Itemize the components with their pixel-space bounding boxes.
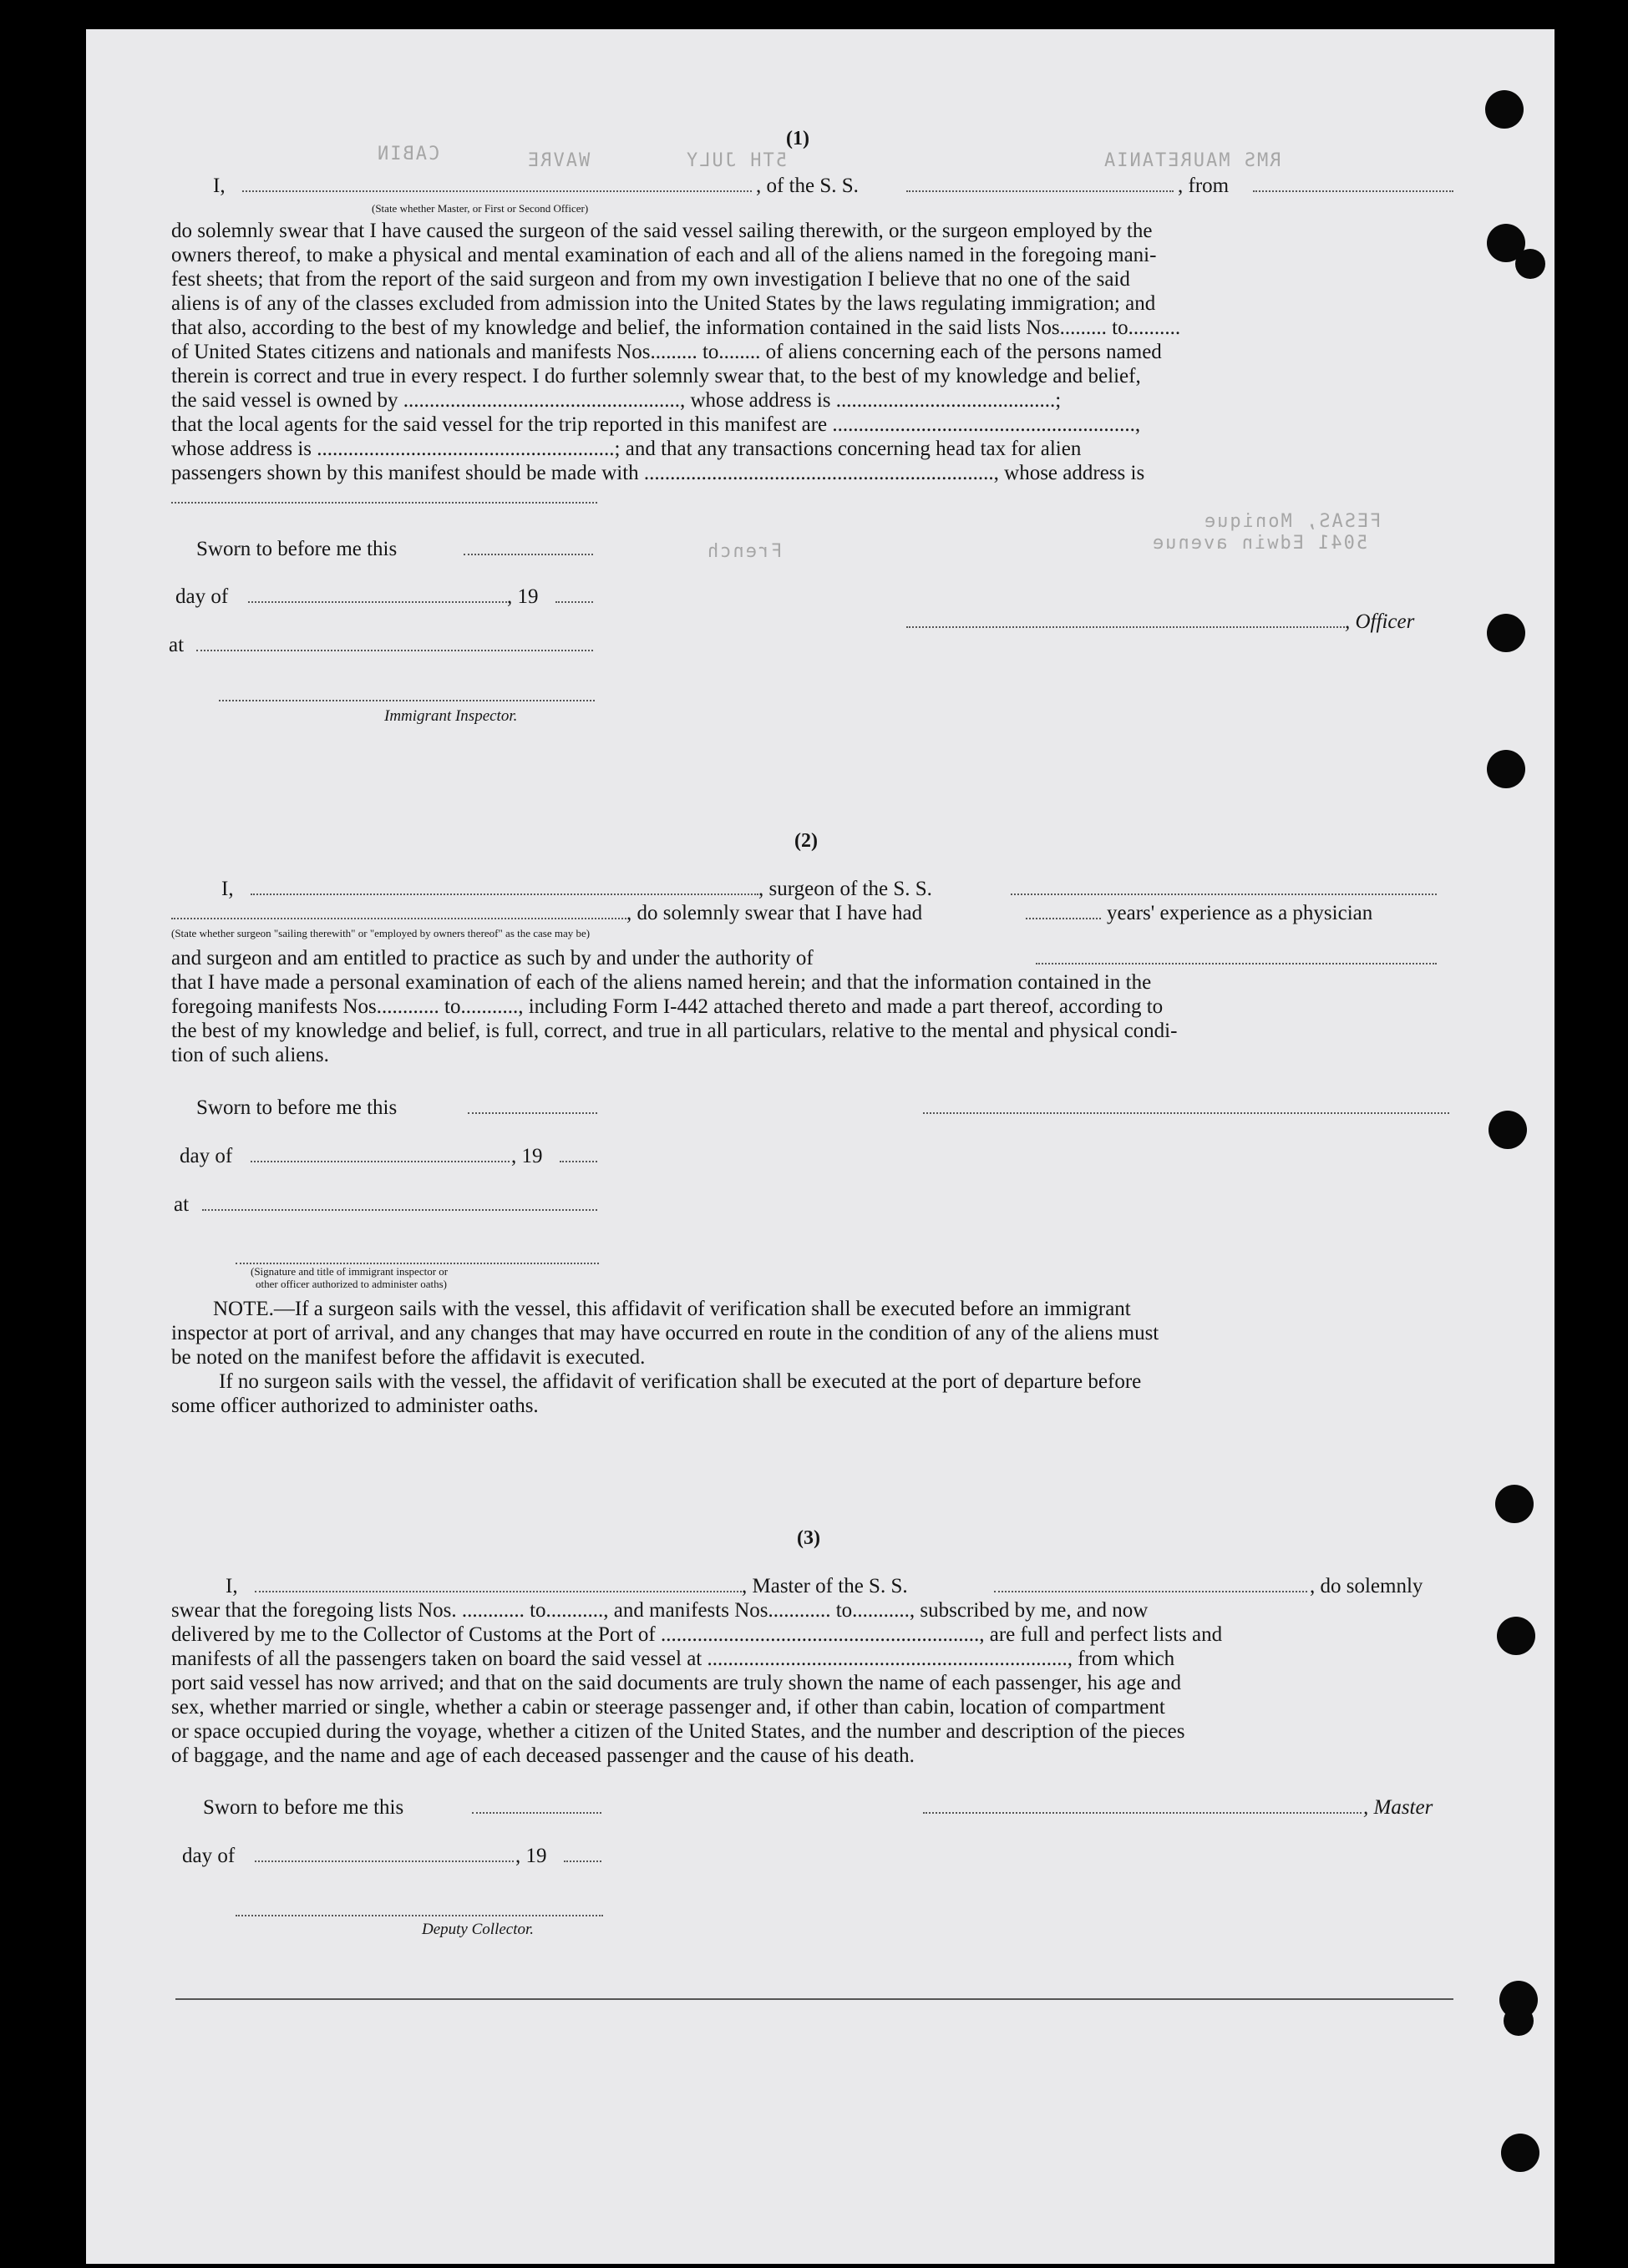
- years-field[interactable]: [1026, 901, 1101, 919]
- inspector-signature-field[interactable]: [219, 683, 595, 701]
- affidavit-line: tion of such aliens.: [171, 1044, 329, 1066]
- affidavit-line: of United States citizens and nationals and manifests Nos......... to........ of aliens concerning each of the persons named: [171, 341, 1162, 363]
- administering-officer-field[interactable]: [236, 1246, 599, 1264]
- surgeon-signature-field[interactable]: [923, 1096, 1449, 1114]
- officer-label: , Officer: [1345, 610, 1415, 633]
- affidavit-line: that the local agents for the said vessel for the trip reported in this manifest are ..........................................................,: [171, 413, 1141, 436]
- bleed-through-text: RMS MAURETANIA: [1103, 150, 1281, 171]
- day-of-field[interactable]: [248, 585, 507, 603]
- affidavit-line: that also, according to the best of my knowledge and belief, the information contained in the said lists Nos......... to..........: [171, 316, 1181, 339]
- agent-address-field[interactable]: [171, 485, 597, 504]
- bleed-through-text: CABIN: [376, 144, 440, 165]
- affidavit-line: delivered by me to the Collector of Customs at the Port of ............................................................., are full and perfect lists and: [171, 1623, 1223, 1646]
- note-line: inspector at port of arrival, and any changes that may have occurred en route in the condition of any of the aliens must: [171, 1322, 1159, 1344]
- note-line: some officer authorized to administer oaths.: [171, 1395, 539, 1417]
- authority-field[interactable]: [1036, 946, 1437, 964]
- punch-hole: [1485, 90, 1524, 129]
- do-solemnly-label: , do solemnly: [1310, 1575, 1423, 1597]
- affidavit-line: swear that the foregoing lists Nos. ............ to..........., and manifests Nos............ to..........., subscribed by me, and now: [171, 1599, 1149, 1622]
- year-field[interactable]: [555, 585, 593, 603]
- affidavit-line: sex, whether married or single, whether a cabin or steerage passenger and, if other than cabin, location of compartment: [171, 1696, 1165, 1719]
- at-field[interactable]: [202, 1192, 597, 1211]
- bleed-through-text: 5TH JULY: [685, 150, 787, 171]
- affidavit-line: passengers shown by this manifest should be made with ..................................................................., whose address is: [171, 462, 1145, 484]
- sworn-label: Sworn to before me this: [196, 538, 398, 560]
- year-field[interactable]: [560, 1144, 597, 1162]
- master-label: , Master: [1363, 1796, 1433, 1819]
- affidavit-line: owners thereof, to make a physical and mental examination of each and all of the aliens named in the foregoing mani-: [171, 244, 1157, 266]
- day-of-field[interactable]: [255, 1844, 514, 1862]
- officer-signature-field[interactable]: [906, 610, 1345, 628]
- experience-label: years' experience as a physician: [1107, 902, 1373, 924]
- punch-hole: [1497, 1617, 1535, 1655]
- surgeon-note: (State whether surgeon "sailing therewith" or "employed by owners thereof" as the case may be): [171, 927, 591, 939]
- immigrant-inspector-label: Immigrant Inspector.: [384, 707, 518, 725]
- note-line: be noted on the manifest before the affidavit is executed.: [171, 1346, 646, 1369]
- bleed-through-text: 5041 Edwin avenue: [1151, 533, 1368, 554]
- sworn-date-field[interactable]: [464, 537, 593, 555]
- day-of-label: day of: [175, 585, 229, 608]
- affidavit-line: foregoing manifests Nos............ to..........., including Form I-442 attached thereto and made a part thereof, according to: [171, 995, 1164, 1018]
- bleed-through-text: FESAS, Monique: [1203, 511, 1382, 532]
- bleed-through-text: French: [706, 541, 783, 562]
- punch-hole: [1489, 1111, 1527, 1149]
- section-number-3: (3): [797, 1527, 820, 1549]
- punch-hole: [1501, 2134, 1539, 2172]
- section1-i-label: I,: [213, 175, 226, 197]
- surgeon-name-field[interactable]: [251, 877, 758, 895]
- year-label: , 19: [507, 585, 539, 608]
- affidavit-line: the best of my knowledge and belief, is full, correct, and true in all particulars, relative to the mental and physical condi-: [171, 1020, 1178, 1042]
- section-number-1: (1): [786, 128, 809, 149]
- affidavit-line: fest sheets; that from the report of the said surgeon and from my own investigation I believe that no one of the said: [171, 268, 1130, 291]
- master-note: (State whether Master, or First or Second Officer): [372, 202, 589, 215]
- master-name-field[interactable]: [242, 174, 752, 192]
- vessel-name-field[interactable]: [906, 174, 1174, 192]
- section-number-2: (2): [794, 830, 818, 852]
- day-of-field[interactable]: [251, 1144, 510, 1162]
- affidavit-line: do solemnly swear that I have caused the surgeon of the said vessel sailing therewith, or the surgeon employed by the: [171, 220, 1153, 242]
- sworn-label: Sworn to before me this: [203, 1796, 404, 1819]
- bleed-through-text: WAVRE: [526, 150, 591, 171]
- year-label: , 19: [511, 1145, 543, 1167]
- year-label: , 19: [515, 1845, 547, 1867]
- section3-i-label: I,: [226, 1575, 238, 1597]
- master-name-field[interactable]: [255, 1574, 742, 1592]
- signature-note: (Signature and title of immigrant inspector or: [251, 1265, 449, 1278]
- affidavit-line: whose address is .........................................................; and that any transactions concerning head tax for alien: [171, 438, 1082, 460]
- at-label: at: [174, 1193, 190, 1216]
- master-of-label: , Master of the S. S.: [742, 1575, 908, 1597]
- affidavit-line: aliens is of any of the classes excluded from admission into the United States by the laws regulating immigration; and: [171, 292, 1156, 315]
- signature-note: other officer authorized to administer oaths): [256, 1278, 447, 1290]
- at-field[interactable]: [196, 633, 593, 651]
- swear-label: , do solemnly swear that I have had: [626, 902, 923, 924]
- sworn-date-field[interactable]: [468, 1096, 597, 1114]
- affidavit-line: the said vessel is owned by ....................................................., whose address is ..........................................;: [171, 389, 1062, 412]
- punch-hole: [1495, 1485, 1534, 1523]
- bottom-rule: [175, 1998, 1453, 2000]
- punch-hole: [1487, 750, 1525, 788]
- surgeon-status-field[interactable]: [171, 901, 626, 919]
- note-line: If no surgeon sails with the vessel, the affidavit of verification shall be executed at the port of departure before: [219, 1370, 1142, 1393]
- day-of-label: day of: [182, 1845, 236, 1867]
- deputy-collector-label: Deputy Collector.: [422, 1921, 535, 1938]
- surgeon-of-label: , surgeon of the S. S.: [758, 878, 932, 900]
- surgeon-vessel-field[interactable]: [1011, 877, 1437, 895]
- section2-i-label: I,: [221, 878, 234, 900]
- day-of-label: day of: [180, 1145, 233, 1167]
- year-field[interactable]: [564, 1844, 601, 1862]
- note-line: NOTE.—If a surgeon sails with the vessel, this affidavit of verification shall be executed before an immigrant: [213, 1298, 1131, 1320]
- master-vessel-field[interactable]: [994, 1574, 1307, 1592]
- affidavit-line: and surgeon and am entitled to practice as such by and under the authority of: [171, 947, 814, 969]
- of-ss-label: , of the S. S.: [756, 175, 859, 197]
- sworn-date-field[interactable]: [472, 1795, 601, 1814]
- affidavit-line: port said vessel has now arrived; and that on the said documents are truly shown the name of each passenger, his age and: [171, 1672, 1182, 1694]
- affidavit-line: therein is correct and true in every respect. I do further solemnly swear that, to the best of my knowledge and belief,: [171, 365, 1141, 387]
- affidavit-line: manifests of all the passengers taken on board the said vessel at ....................................................................., from which: [171, 1648, 1175, 1670]
- affidavit-line: or space occupied during the voyage, whether a citizen of the United States, and the number and description of the pieces: [171, 1720, 1185, 1743]
- sworn-label: Sworn to before me this: [196, 1096, 398, 1119]
- punch-hole: [1504, 2006, 1534, 2036]
- from-label: , from: [1178, 175, 1230, 197]
- affidavit-line: that I have made a personal examination of each of the aliens named herein; and that the information contained in the: [171, 971, 1152, 994]
- affidavit-line: of baggage, and the name and age of each deceased passenger and the cause of his death.: [171, 1744, 915, 1767]
- master-signature-field[interactable]: [923, 1795, 1362, 1814]
- at-label: at: [169, 634, 185, 656]
- punch-hole: [1515, 249, 1545, 279]
- from-port-field[interactable]: [1253, 174, 1453, 192]
- punch-hole: [1487, 614, 1525, 652]
- deputy-signature-field[interactable]: [236, 1898, 603, 1916]
